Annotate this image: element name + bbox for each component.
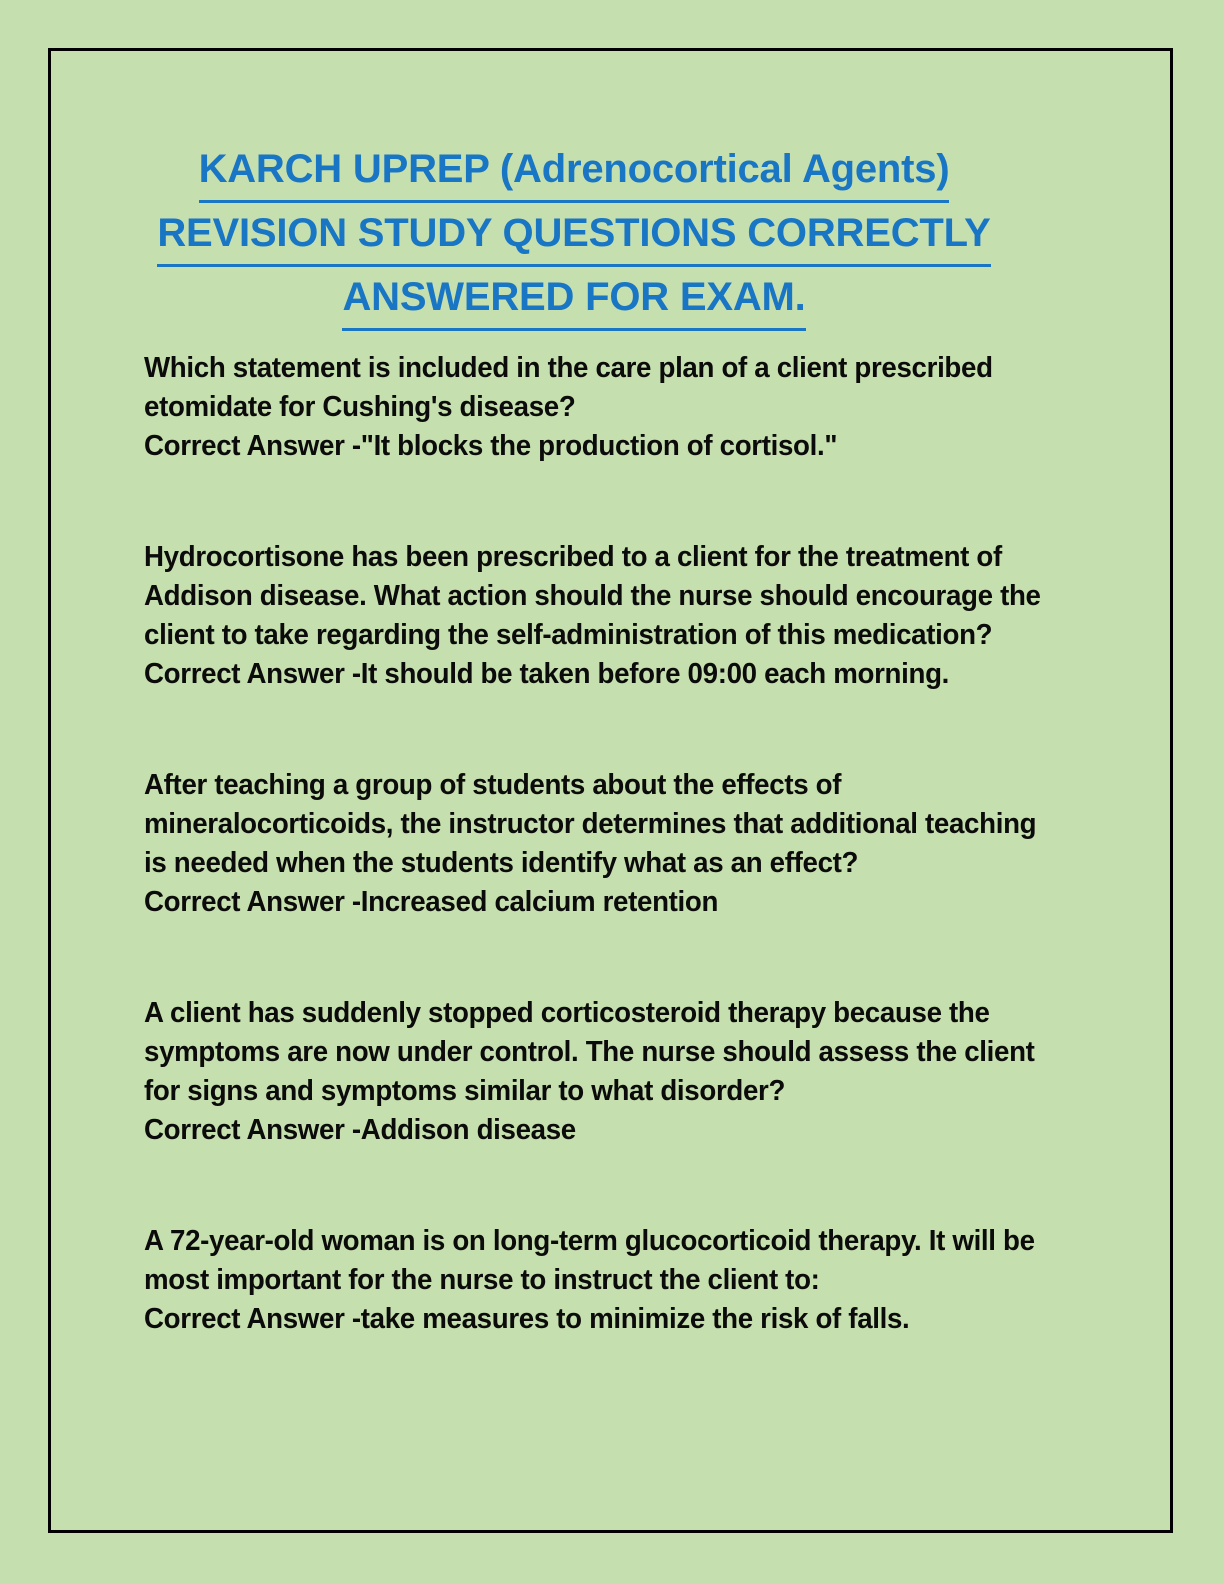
page-title-line-3	[149, 267, 999, 331]
page-title	[149, 139, 999, 331]
page-title-line-2	[149, 203, 999, 267]
question-text: A client has suddenly stopped corticosteroid therapy because the symptoms are now under control. The nurse should assess the client for signs and symptoms similar to what disorder?	[144, 997, 1035, 1107]
qa-block	[144, 994, 1064, 1150]
document-page	[48, 48, 1173, 1533]
title-body-spacer	[144, 331, 1064, 349]
page-title-line-1	[149, 139, 999, 203]
qa-block	[144, 1222, 1064, 1339]
qa-block	[144, 538, 1064, 694]
question-text: Hydrocortisone has been prescribed to a client for the treatment of Addison disease. What action should the nurse should encourage the client to take regarding the self-administration of this medication?	[144, 541, 1041, 651]
document-content	[144, 139, 1064, 1339]
question-text: After teaching a group of students about the effects of mineralocorticoids, the instructor determines that additional teaching is needed when the students identify what as an effect?	[144, 769, 1037, 879]
answer-text: Correct Answer -take measures to minimize the risk of falls.	[144, 1303, 910, 1335]
answer-text: Correct Answer -Increased calcium retention	[144, 886, 719, 918]
answer-text: Correct Answer -Addison disease	[144, 1114, 576, 1146]
page-title-line-2-text: REVISION STUDY QUESTIONS CORRECTLY	[157, 203, 990, 267]
question-text: Which statement is included in the care plan of a client prescribed etomidate for Cushing's disease?	[144, 352, 993, 423]
page-title-line-1-text: KARCH UPREP (Adrenocortical Agents)	[199, 139, 950, 203]
qa-block	[144, 349, 1064, 466]
qa-block	[144, 766, 1064, 922]
question-answer-list	[144, 349, 1064, 1339]
page-title-line-3-text: ANSWERED FOR EXAM.	[342, 267, 805, 331]
answer-text: Correct Answer -It should be taken before 09:00 each morning.	[144, 658, 950, 690]
question-text: A 72-year-old woman is on long-term glucocorticoid therapy. It will be most important for the nurse to instruct the client to:	[144, 1225, 1035, 1296]
answer-text: Correct Answer -"It blocks the production of cortisol."	[144, 430, 838, 462]
